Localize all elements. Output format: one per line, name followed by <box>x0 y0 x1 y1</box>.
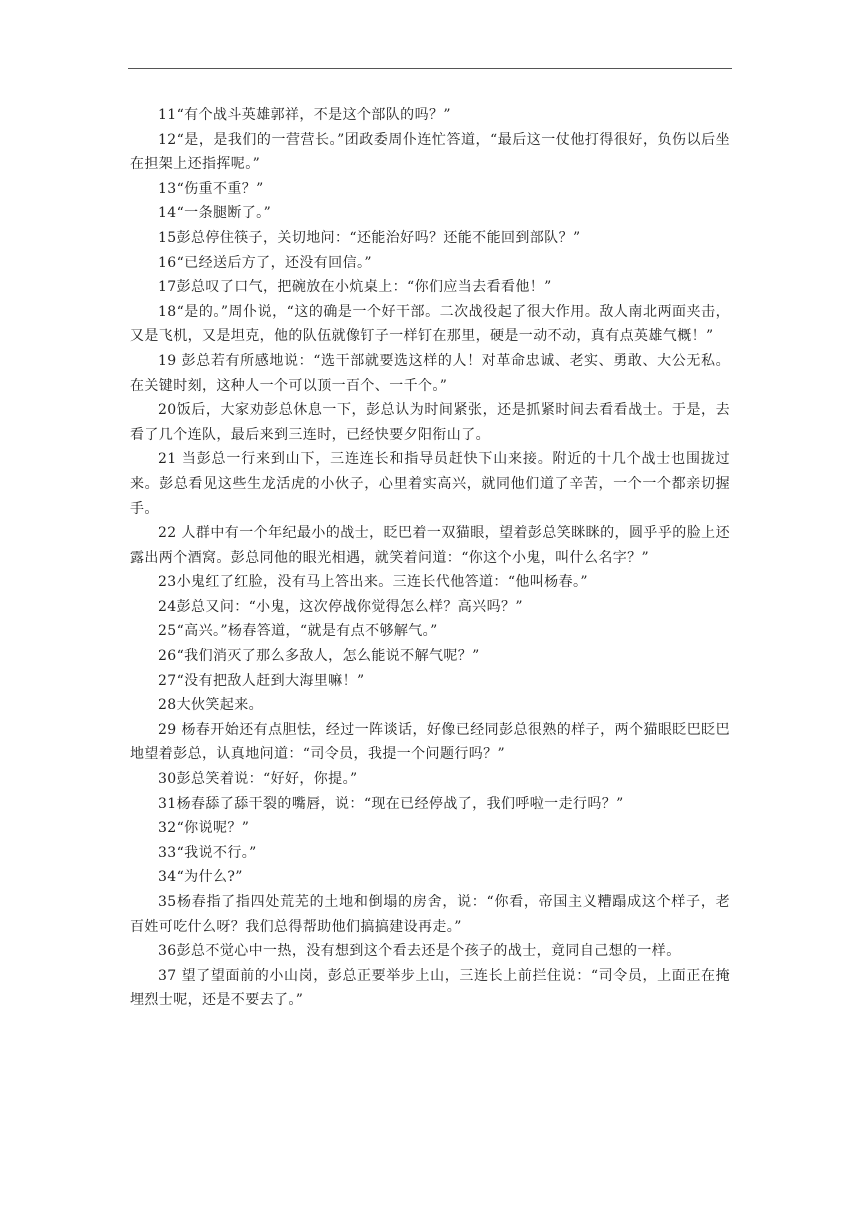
paragraph-19: 19 彭总若有所感地说：“选干部就要选这样的人！对革命忠诚、老实、勇敢、大公无私。在关键时刻，这种人一个可以顶一百个、一千个。” <box>130 352 730 394</box>
paragraph-15: 15彭总停住筷子，关切地问：“还能治好吗？还能不能回到部队？” <box>158 229 581 246</box>
paragraph-30: 30彭总笑着说：“好好，你提。” <box>158 771 358 788</box>
document-body <box>130 103 730 1013</box>
paragraph-24: 24彭总又问：“小鬼，这次停战你觉得怎么样？高兴吗？” <box>158 598 523 615</box>
header-rule <box>128 68 732 69</box>
paragraph-29: 29 杨春开始还有点胆怯，经过一阵谈话，好像已经同彭总很熟的样子，两个猫眼眨巴眨巴地望着彭总，认真地问道：“司令员，我提一个问题行吗？” <box>130 721 730 763</box>
paragraph-12: 12“是，是我们的一营营长。”团政委周仆连忙答道，“最后这一仗他打得很好，负伤以后坐在担架上还指挥呢。” <box>130 131 730 173</box>
paragraph-25: 25“高兴。”杨春答道，“就是有点不够解气。” <box>158 623 438 640</box>
paragraph-33: 33“我说不行。” <box>158 844 257 861</box>
paragraph-32: 32“你说呢？” <box>158 820 250 837</box>
paragraph-13: 13“伤重不重？” <box>158 180 264 197</box>
paragraph-37: 37 望了望面前的小山岗，彭总正要举步上山，三连长上前拦住说：“司令员，上面正在掩埋烈士呢，还是不要去了。” <box>130 967 730 1009</box>
paragraph-28: 28大伙笑起来。 <box>158 697 264 714</box>
paragraph-14: 14“一条腿断了。” <box>158 205 272 222</box>
paragraph-27: 27“没有把敌人赶到大海里嘛！” <box>158 672 365 689</box>
paragraph-22: 22 人群中有一个年纪最小的战士，眨巴着一双猫眼，望着彭总笑眯眯的，圆乎乎的脸上还露出两个酒窝。彭总同他的眼光相遇，就笑着问道：“你这个小鬼，叫什么名字？” <box>130 525 730 566</box>
paragraph-21: 21 当彭总一行来到山下，三连连长和指导员赶快下山来接。附近的十几个战士也围拢过来。彭总看见这些生龙活虎的小伙子，心里着实高兴，就同他们道了辛苦，一个一个都亲切握手。 <box>130 451 730 517</box>
paragraph-23: 23小鬼红了红脸，没有马上答出来。三连长代他答道：“他叫杨春。” <box>158 574 588 591</box>
paragraph-11: 11“有个战斗英雄郭祥，不是这个部队的吗？” <box>158 107 451 123</box>
paragraph-18: 18“是的。”周仆说，“这的确是一个好干部。二次战役起了很大作用。敌人南北两面夹击，又是飞机，又是坦克，他的队伍就像钉子一样钉在那里，硬是一动不动，真有点英雄气概！” <box>130 303 730 345</box>
paragraph-17: 17彭总叹了口气，把碗放在小炕桌上：“你们应当去看看他！” <box>158 279 552 296</box>
paragraph-26: 26“我们消灭了那么多敌人，怎么能说不解气呢？” <box>158 648 480 665</box>
paragraph-34: 34“为什么?” <box>158 869 243 886</box>
paragraph-31: 31杨春舔了舔干裂的嘴唇，说：“现在已经停战了，我们呼啦一走行吗？” <box>158 795 624 812</box>
paragraph-35: 35杨春指了指四处荒芜的土地和倒塌的房舍，说：“你看，帝国主义糟蹋成这个样子，老百姓可吃什么呀？我们总得帮助他们搞搞建设再走。” <box>130 894 730 935</box>
paragraph-20: 20饭后，大家劝彭总休息一下，彭总认为时间紧张，还是抓紧时间去看看战士。于是，去看了几个连队，最后来到三连时，已经快要夕阳衔山了。 <box>130 402 730 443</box>
paragraph-16: 16“已经送后方了，还没有回信。” <box>158 254 372 271</box>
paragraph-36: 36彭总不觉心中一热，没有想到这个看去还是个孩子的战士，竟同自己想的一样。 <box>158 943 681 960</box>
